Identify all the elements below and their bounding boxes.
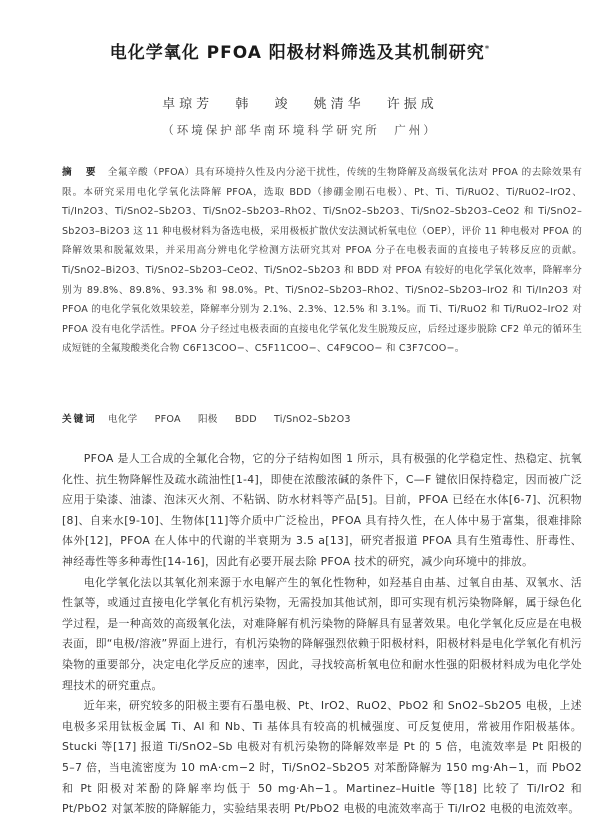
abstract-text: 全氟辛酸（PFOA）具有环境持久性及内分泌干扰性，传统的生物降解及高级氧化法对 PFOA 的去除效果有限。本研究采用电化学氧化法降解 PFOA，选取 BDD（掺硼金刚石电极）、Pt、Ti、Ti/RuO2、Ti/RuO2–IrO2、Ti/In2O3、Ti/SnO2–Sb2O3、Ti/SnO2–Sb2O3–RhO2、Ti/SnO2–Sb2O3、Ti/SnO2–Sb2O3–CeO2 和 Ti/SnO2–Sb2O3–Bi2O3 这 11 种电极材料为备选电极，采用极板扩散伏安法测试析氧电位（OEP），评价 11 种电极对 PFOA 的降解效果和脱氟效果，并采用高分辨电化学检测方法研究其对 PFOA 分子在电极表面的直接电子转移反应的贡献。Ti/SnO2–Bi2O3、Ti/SnO2–Sb2O3–CeO2、Ti/SnO2–Sb2O3 和 BDD 对 PFOA 有较好的电化学氧化效率，降解率分别为 89.8%、89.8%、93.3% 和 98.0%。Pt、Ti/SnO2–Sb2O3–RhO2、Ti/SnO2–Sb2O3–IrO2 和 Ti/In2O3 对 PFOA 的电化学氧化效果较差，降解率分别为 2.1%、2.3%、12.5% 和 3.1%。而 Ti、Ti/RuO2 和 Ti/RuO2–IrO2 对 PFOA 没有电化学活性。PFOA 分子经过电极表面的直接电化学氧化发生脱羧反应，后经过逐步脱除 CF2 单元的循环生成短链的全氟羧酸类化合物 C6F13COO−、C5F11COO−、C4F9COO− 和 C3F7COO−。 <box>62 167 582 355</box>
body-paragraph: PFOA 是人工合成的全氟化合物，它的分子结构如图 1 所示，具有极强的化学稳定性、热稳定、抗氧化性、抗生物降解性及疏水疏油性[1-4]，即使在浓酸浓碱的条件下，C—F 键依旧保持稳定，因而被广泛应用于染漆、油漆、泡沫灭火剂、不粘锅、防水材料等产品[5]。目前，PFOA 已经在水体[6-7]、沉积物[8]、自来水[9-10]、生物体[11]等介质中广泛检出，PFOA 具有持久性，在人体中易于富集，很难排除体外[12]，PFOA 在人体中的代谢的半衰期为 3.5 a[13]，研究者报道 PFOA 具有生殖毒性、肝毒性、神经毒性等多种毒性[14-16]，因此有必要开展去除 PFOA 技术的研究，减少向环境中的排放。 <box>62 452 582 568</box>
body-text <box>62 449 582 820</box>
body-paragraph: 近年来，研究较多的阳极主要有石墨电极、Pt、IrO2、RuO2、PbO2 和 SnO2–Sb2O5 电极，上述电极多采用钛板金属 Ti、Al 和 Nb、Ti 基体具有较高的机械强度、可反复使用，常被用作阳极基体。Stucki 等[17] 报道 Ti/SnO2–Sb 电极对有机污染物的降解效率是 Pt 的 5 倍，电流效率是 Pt 阳极的 5–7 倍，当电流密度为 10 mA·cm−2 时，Ti/SnO2–Sb2O5 对苯酚降解为 150 mg·Ah−1，而 PbO2 和 Pt 阳极对苯酚的降解率均低于 50 mg·Ah−1。Martinez–Huitle 等[18] 比较了 Ti/IrO2 和 Pt/PbO2 对氯苯胺的降解能力，实验结果表明 Pt/PbO2 电极的电流效率高于 Ti/IrO2 电极的电流效率。 <box>62 699 582 816</box>
abstract-label: 摘 要 <box>62 167 98 178</box>
author-list <box>0 93 600 112</box>
author-name: 韩 <box>235 97 253 112</box>
title-footnote-mark: * <box>484 44 491 55</box>
abstract <box>62 163 582 359</box>
body-paragraph: 电化学氧化法以其氧化剂来源于水电解产生的氧化性物种，如羟基自由基、过氧自由基、双氧水、活性氯等，或通过直接电化学氧化有机污染物，无需投加其他试剂，即可实现有机污染物降解，属于绿色化学过程，是一种高效的高级氧化法，对难降解有机污染物的降解具有显著效果。电化学氧化反应是在电极表面，即“电极/溶液”界面上进行，有机污染物的降解强烈依赖于阳极材料，阳极材料是电化学氧化有机污染物的重要部分，决定电化学反应的速率，因此，寻找较高析氧电位和耐水性强的阳极材料成为电化学处理技术的研究重点。 <box>62 575 582 692</box>
paper-title <box>0 38 600 63</box>
keyword: BDD <box>234 414 257 425</box>
keyword: 阳极 <box>197 414 218 425</box>
author-name: 姚清华 <box>313 97 365 112</box>
author-name: 许振成 <box>386 97 438 112</box>
author-name: 竣 <box>274 97 292 112</box>
author-name: 卓琼芳 <box>162 97 214 112</box>
affiliation: （环境保护部华南环境科学研究所 广州） <box>162 123 438 137</box>
keywords <box>62 411 582 425</box>
keyword: PFOA <box>154 414 181 425</box>
keywords-label: 关键词 <box>62 414 97 425</box>
keyword: Ti/SnO2–Sb2O3 <box>274 414 351 425</box>
title-text: 电化学氧化 PFOA 阳极材料筛选及其机制研究 <box>109 43 485 63</box>
keyword: 电化学 <box>108 414 138 425</box>
